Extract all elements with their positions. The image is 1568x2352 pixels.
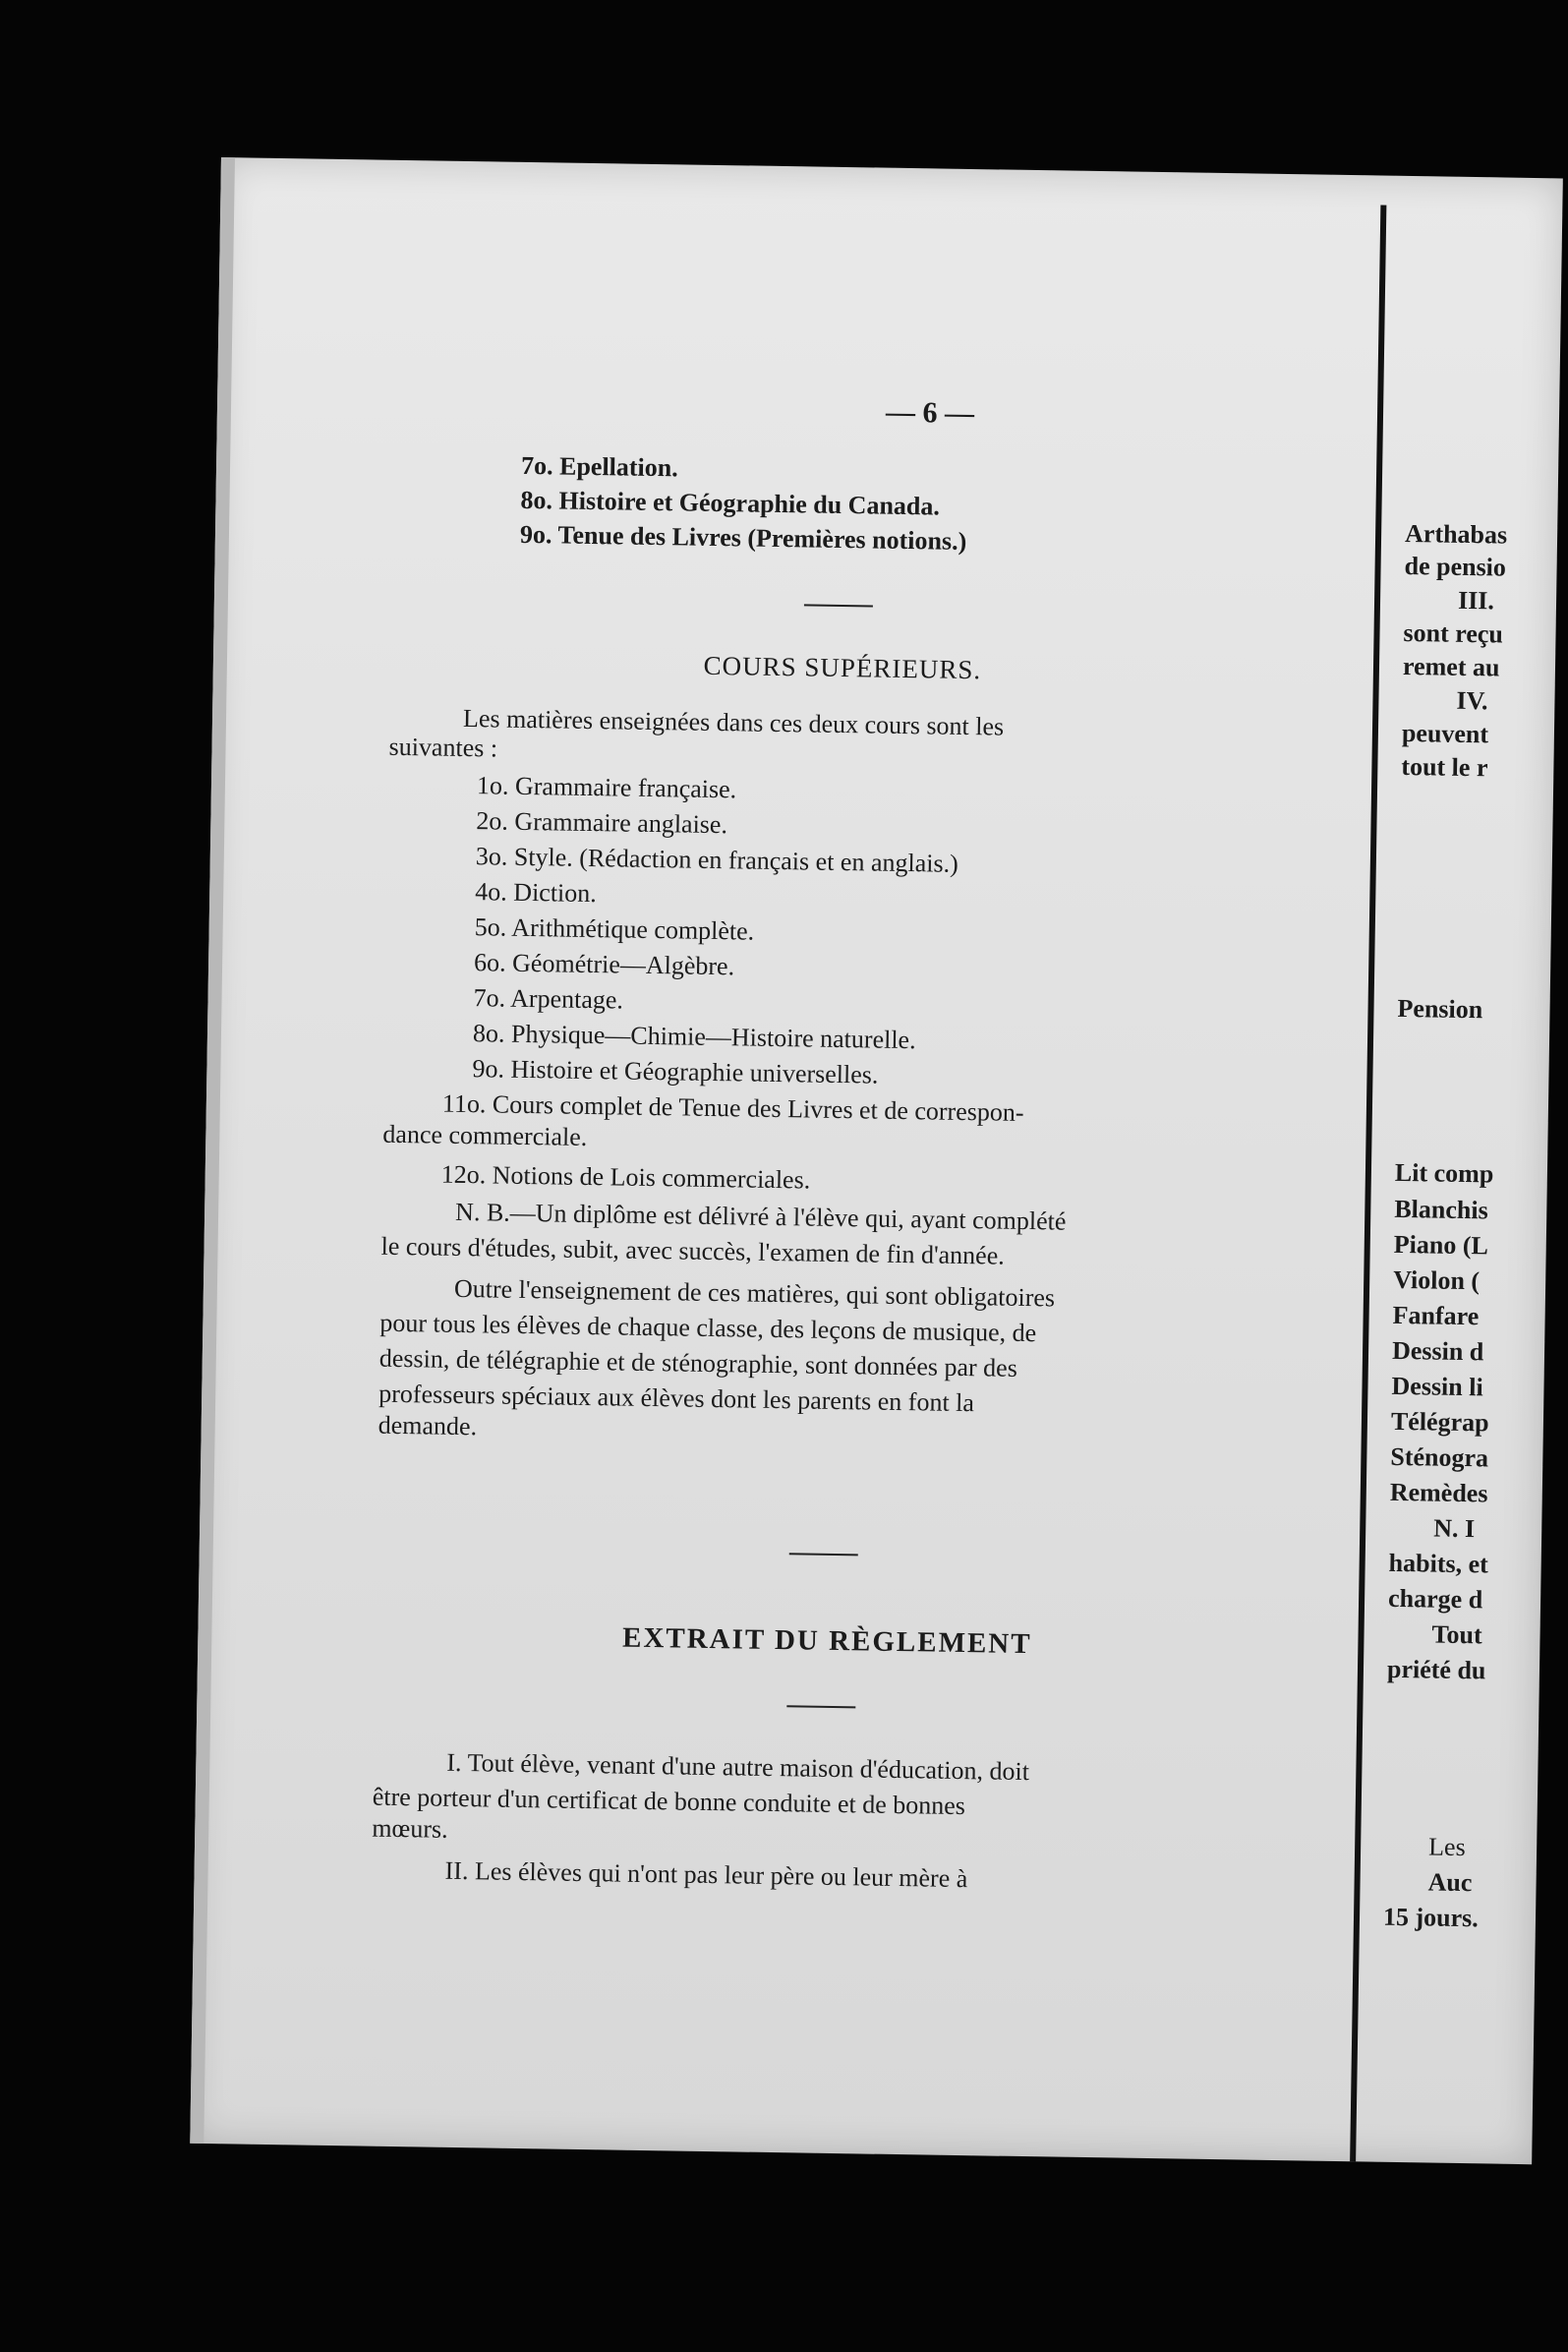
fragment-line: 15 jours. (1382, 1902, 1480, 1933)
paragraph-line: Outre l'enseignement de ces matières, qui sont obligatoires (453, 1273, 1056, 1313)
list-item: 7o. Arpentage. (473, 983, 624, 1015)
fragment-line: N. I (1433, 1513, 1476, 1544)
list-item: 9o. Histoire et Géographie universelles. (472, 1054, 879, 1089)
paragraph-line: demande. (377, 1410, 478, 1441)
fragment-line: tout le r (1401, 751, 1488, 783)
fragment-line: Auc (1427, 1867, 1473, 1898)
fragment-line: priété du (1386, 1654, 1486, 1685)
fragment-line: Piano (L (1393, 1229, 1489, 1261)
paragraph-line: mœurs. (372, 1813, 448, 1844)
page-edge (190, 157, 235, 2144)
fragment-line: III. (1457, 585, 1495, 616)
column-divider (1350, 206, 1386, 2162)
fragment-line: remet au (1402, 651, 1500, 682)
paragraph-line: II. Les élèves qui n'ont pas leur père ou leur mère à (444, 1855, 968, 1894)
nb-line: le cours d'études, subit, avec succès, l'examen de fin d'année. (380, 1231, 1005, 1270)
nb-line: N. B.—Un diplôme est délivré à l'élève qui, ayant complété (454, 1197, 1067, 1236)
section-title: EXTRAIT DU RÈGLEMENT (621, 1621, 1032, 1661)
fragment-line: Les (1427, 1832, 1466, 1862)
page-number: — 6 — (885, 395, 975, 431)
list-item: 7o. Epellation. (520, 450, 678, 483)
intro-line: Les matières enseignées dans ces deux cours sont les (462, 703, 1005, 741)
intro-line: suivantes : (388, 732, 498, 763)
list-item: 8o. Physique—Chimie—Histoire naturelle. (472, 1019, 916, 1055)
fragment-line: Lit comp (1394, 1157, 1494, 1189)
fragment-line: IV. (1456, 685, 1488, 716)
list-item: 11o. Cours complet de Tenue des Livres et de correspon- (441, 1088, 1024, 1127)
fragment-line: Télégrap (1390, 1406, 1489, 1438)
list-item: 1o. Grammaire française. (476, 771, 737, 804)
fragment-line: sont reçu (1403, 617, 1504, 649)
fragment-line: Dessin d (1391, 1335, 1484, 1367)
list-item: 4o. Diction. (475, 877, 598, 909)
right-column-fragment (1382, 176, 1568, 1933)
fragment-line: Dessin li (1391, 1371, 1483, 1402)
paragraph-line: être porteur d'un certificat de bonne conduite et de bonnes (372, 1782, 966, 1821)
fragment-line: Remèdes (1389, 1477, 1488, 1508)
list-item: dance commerciale. (382, 1119, 588, 1151)
fragment-line: habits, et (1388, 1548, 1489, 1579)
fragment-line: peuvent (1401, 718, 1489, 749)
fragment-line: Fanfare (1392, 1300, 1480, 1331)
fragment-line: charge d (1387, 1583, 1483, 1615)
document-page (190, 157, 1563, 2164)
section-rule (804, 604, 873, 607)
list-item: 9o. Tenue des Livres (Premières notions.) (519, 519, 967, 556)
fragment-line: Arthabas (1404, 518, 1508, 550)
section-rule (789, 1553, 858, 1556)
section-rule (786, 1705, 855, 1708)
list-item: 3o. Style. (Rédaction en français et en anglais.) (475, 842, 958, 878)
list-item: 12o. Notions de Lois commerciales. (440, 1159, 811, 1195)
section-title: COURS SUPÉRIEURS. (703, 650, 982, 685)
paragraph-line: dessin, de télégraphie et de sténographie, sont données par des (378, 1343, 1018, 1382)
paragraph-line: professeurs spéciaux aux élèves dont les parents en font la (378, 1379, 975, 1418)
list-item: 5o. Arithmétique complète. (474, 912, 755, 946)
paragraph-line: I. Tout élève, venant d'une autre maison d'éducation, doit (446, 1747, 1030, 1787)
fragment-line: Pension (1397, 993, 1483, 1025)
list-item: 6o. Géométrie—Algèbre. (473, 948, 735, 981)
fragment-line: Violon ( (1392, 1264, 1481, 1296)
list-item: 2o. Grammaire anglaise. (476, 806, 728, 840)
paragraph-line: pour tous les élèves de chaque classe, des leçons de musique, de (379, 1308, 1037, 1348)
main-column (372, 160, 1303, 1894)
fragment-line: Blanchis (1394, 1194, 1488, 1225)
fragment-line: Sténogra (1390, 1441, 1489, 1473)
list-item: 8o. Histoire et Géographie du Canada. (520, 485, 941, 521)
fragment-line: de pensio (1404, 551, 1507, 582)
fragment-line: Tout (1431, 1619, 1482, 1650)
